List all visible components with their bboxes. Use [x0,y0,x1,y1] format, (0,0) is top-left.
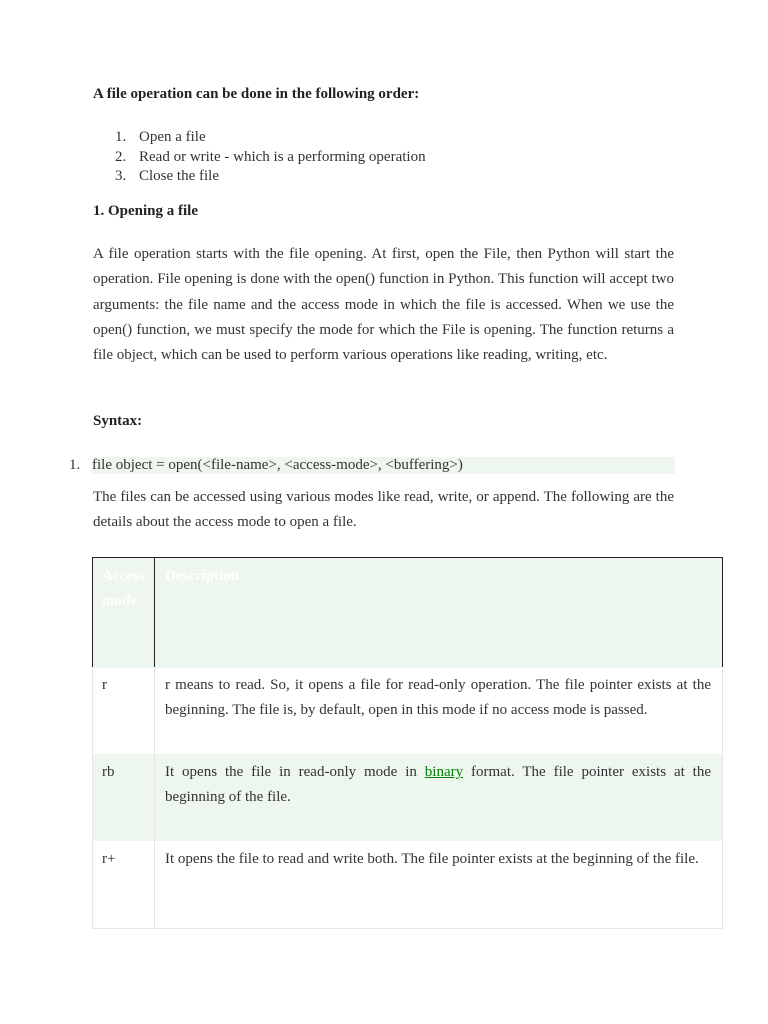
list-item-number: 3. [115,168,127,184]
column-divider [154,558,155,668]
list-item [93,148,693,168]
description-cell [165,760,711,811]
list-item-text: Close the file [139,168,219,184]
list-item [93,167,693,187]
list-item-number: 1. [115,129,127,145]
section-heading-opening: 1. Opening a file [93,203,199,219]
column-divider [154,754,155,841]
mode-cell: r+ [102,851,116,867]
table-header [92,557,723,668]
operation-order-list [93,128,693,187]
intro-heading: A file operation can be done in the following order: [93,86,420,102]
access-mode-table [92,557,723,931]
table-row [92,667,723,754]
syntax-label: Syntax: [93,413,143,429]
opening-paragraph: A file operation starts with the file opening. At first, open the File, then Python will start the operation. File opening is done with the open() function in Python. This function will accept two arguments: the file name and the access mode in which the file is accessed. When we use the open() function, we must specify the mode for which the File is opening. The function returns a file object, which can be used to perform various operations like reading, writing, etc. [93,246,674,364]
description-cell: r means to read. So, it opens a file for read-only operation. The file pointer exists at the beginning. The file is, by default, open in this mode if no access mode is passed. [165,677,711,719]
list-item-number: 2. [115,148,127,165]
mode-cell: r [102,677,107,693]
description-text: It opens the file in read-only mode in [165,764,425,780]
column-divider [154,667,155,754]
list-item-text: Read or write - which is a performing operation [139,148,426,165]
code-line: file object = open(<file-name>, <access-mode>, <buffering>) [92,457,675,474]
column-divider [154,841,155,928]
binary-link[interactable]: binary [424,764,464,780]
access-modes-paragraph: The files can be accessed using various modes like read, write, or append. The following are the details about the access mode to open a file. [93,489,674,531]
code-line-number: 1. [69,457,81,473]
header-description: Description [165,568,240,584]
description-cell: It opens the file to read and write both. The file pointer exists at the beginning of the file. [165,851,699,867]
table-row [92,754,723,841]
table-row [92,841,723,929]
list-item-text: Open a file [139,129,206,145]
description-text: format. The file pointer exists at the beginning of the file. [165,764,711,806]
mode-cell: rb [102,764,115,780]
header-access-mode: Access mode [102,568,145,610]
code-block [66,457,675,474]
list-item [93,128,693,148]
